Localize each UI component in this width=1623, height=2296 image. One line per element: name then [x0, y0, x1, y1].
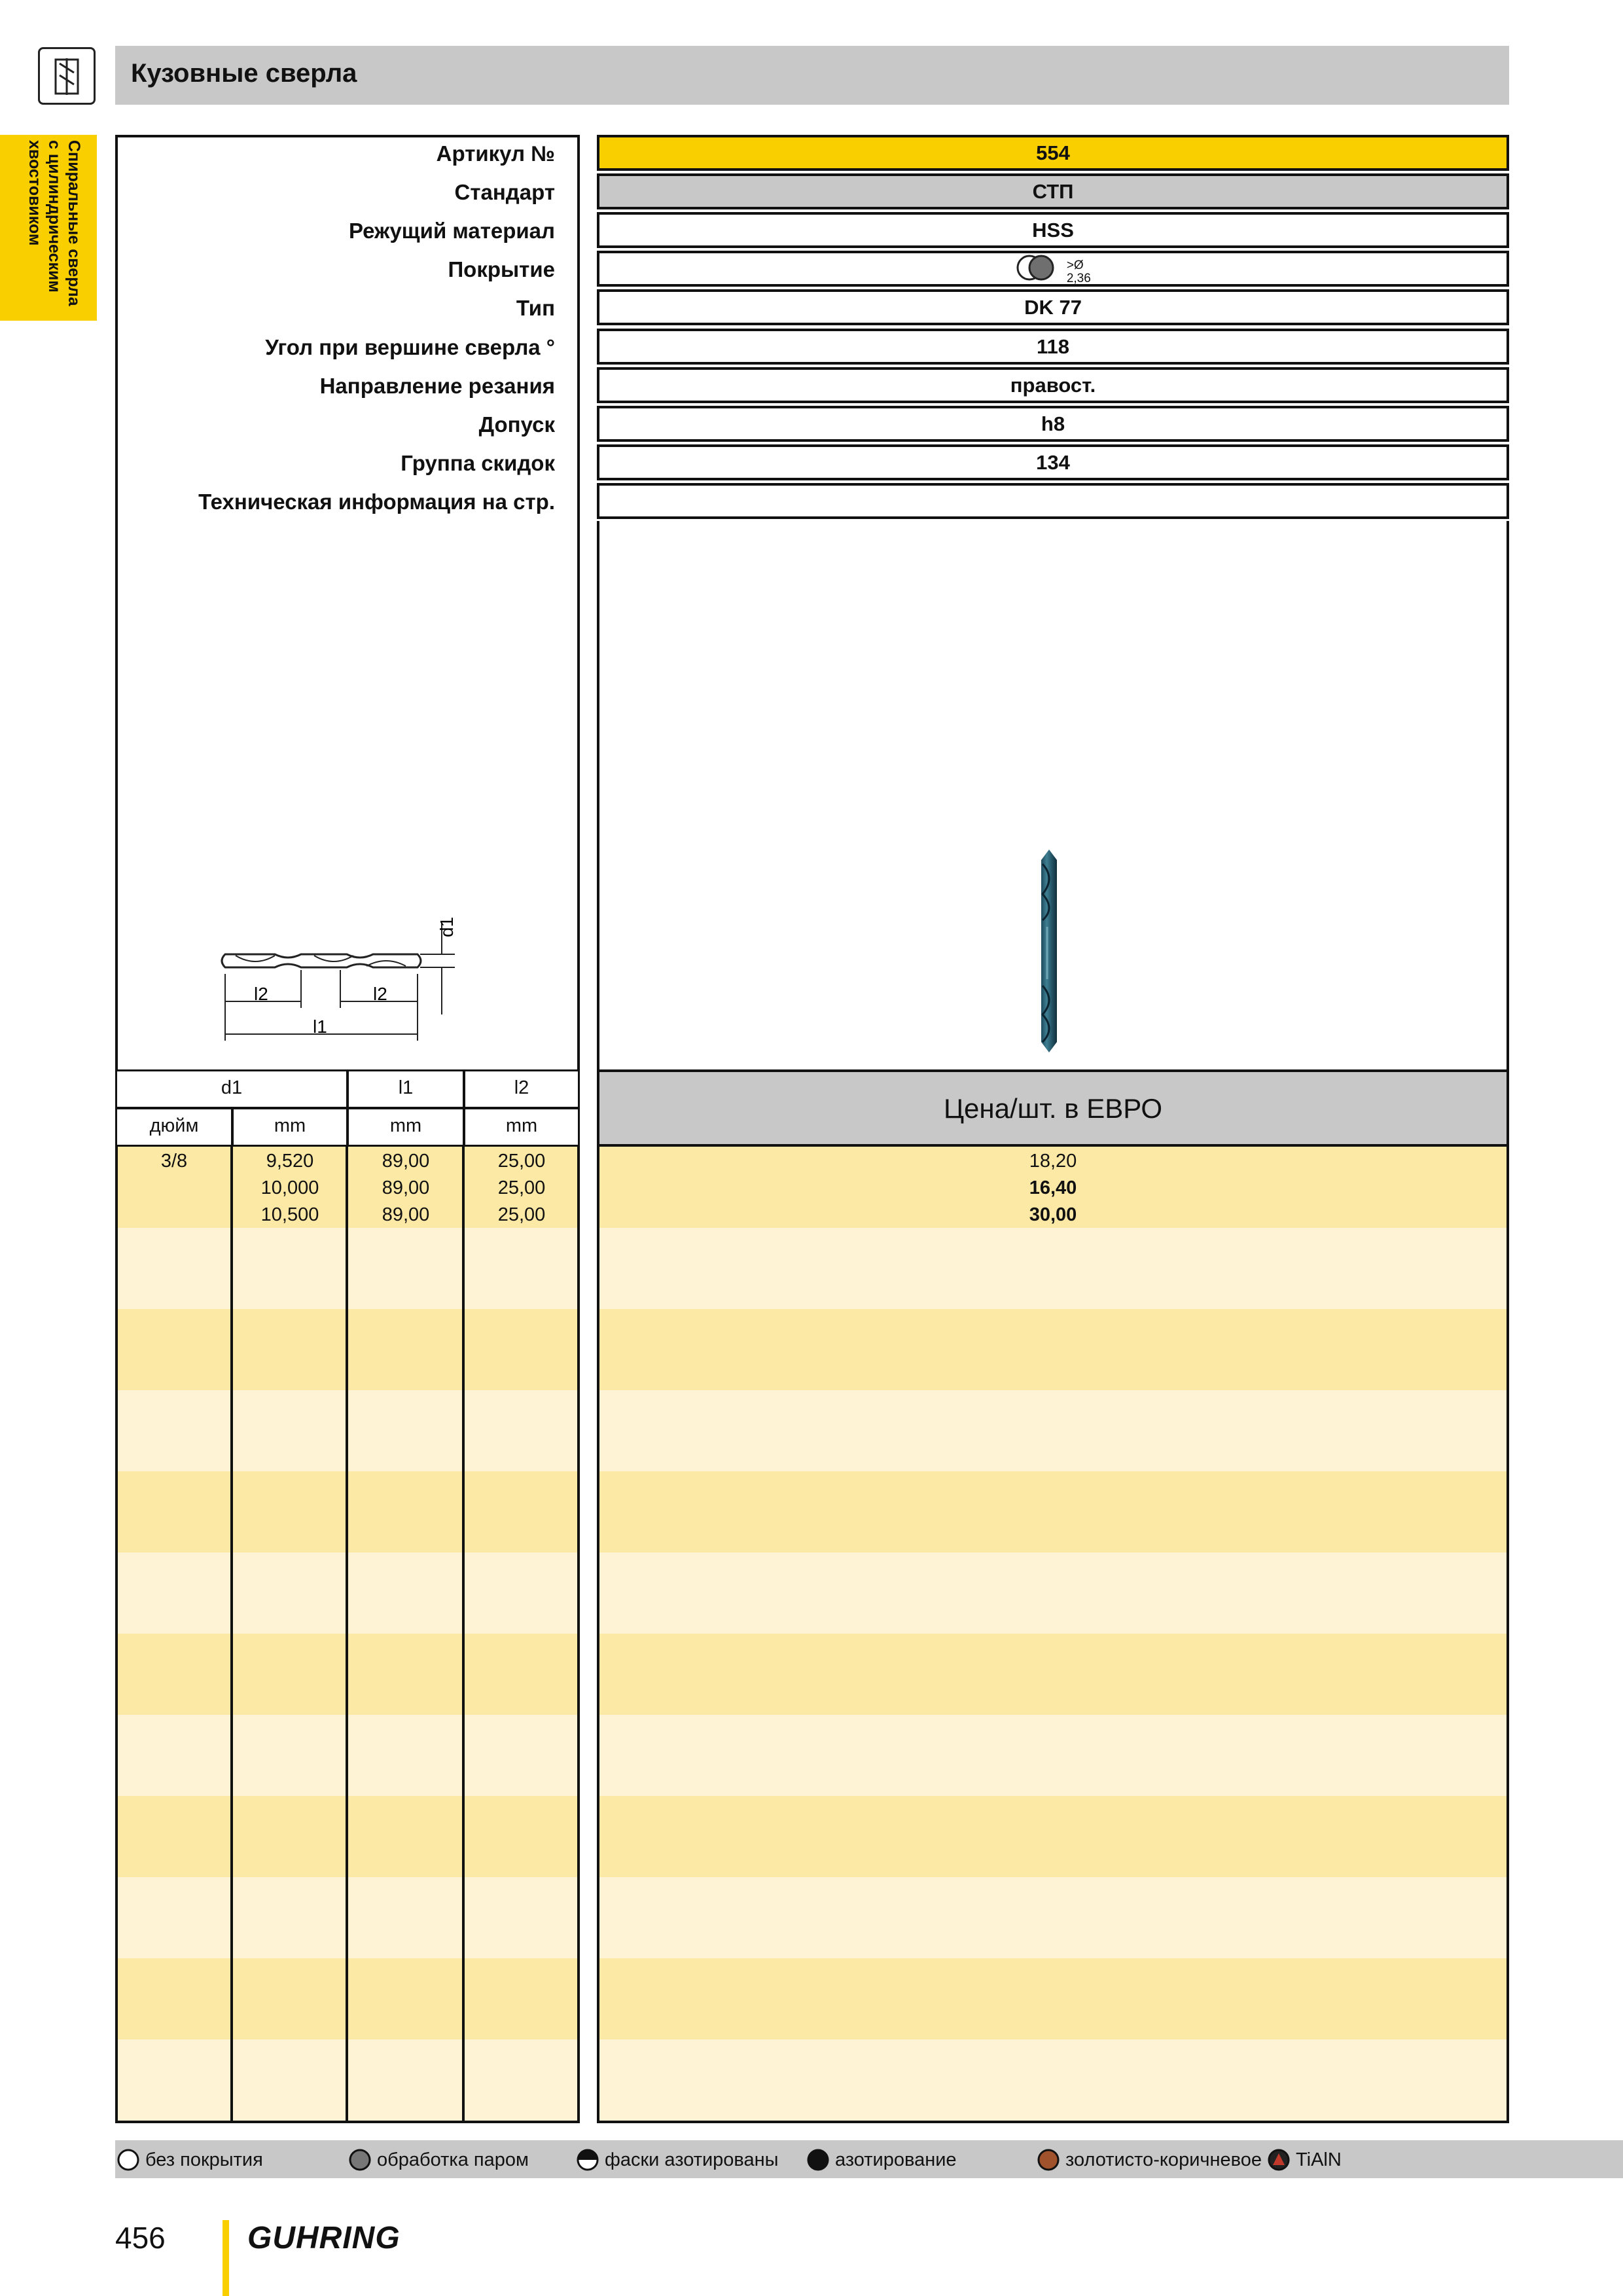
value-type: DK 77: [597, 289, 1509, 325]
page-title: Кузовные сверла: [131, 59, 357, 88]
legend-label: обработка паром: [377, 2149, 529, 2170]
gold-brown-icon: [1037, 2148, 1060, 2172]
col-head-mm-l1: mm: [347, 1107, 465, 1147]
column-divider: [462, 1147, 465, 2122]
cell-price: 16,40: [1029, 1177, 1077, 1198]
dim-l1: l1: [313, 1016, 327, 1037]
legend-item: [116, 2145, 263, 2174]
legend-label: TiAlN: [1296, 2149, 1342, 2170]
cell-l1: 89,00: [382, 1204, 430, 1225]
col-head-l2: l2: [463, 1069, 580, 1109]
drill-product-image: [1033, 848, 1065, 1054]
label-article: Артикул №: [436, 141, 555, 166]
label-tolerance: Допуск: [478, 412, 555, 437]
column-divider: [230, 1147, 233, 2122]
col-head-mm-d1: mm: [232, 1107, 348, 1147]
side-tab-label: [0, 135, 97, 321]
label-coating: Покрытие: [448, 257, 555, 281]
tialn-icon: [1267, 2148, 1291, 2172]
legend-item: [806, 2145, 957, 2174]
steam-treated-icon: [348, 2148, 372, 2172]
label-type: Тип: [516, 296, 555, 320]
label-discount: Группа скидок: [401, 451, 555, 475]
cell-price: 30,00: [1029, 1204, 1077, 1225]
cell-l1: 89,00: [382, 1177, 430, 1198]
legend-item: [1267, 2145, 1342, 2174]
dim-l2-left: l2: [254, 984, 268, 1004]
value-coating: [597, 251, 1509, 287]
nitrided-chamfers-icon: [576, 2148, 599, 2172]
legend-label: золотисто-коричневое: [1065, 2149, 1262, 2170]
value-standard: СТП: [597, 173, 1509, 209]
uncoated-icon: [116, 2148, 140, 2172]
legend-item: [348, 2145, 529, 2174]
cell-l2: 25,00: [497, 1177, 546, 1198]
legend-item: [1037, 2145, 1262, 2174]
nitrided-icon: [806, 2148, 830, 2172]
brand-logo: GUHRING: [247, 2221, 401, 2255]
legend-label: фаски азотированы: [605, 2149, 779, 2170]
label-material: Режущий материал: [348, 219, 555, 243]
value-direction: правост.: [597, 367, 1509, 403]
cell-inch: 3/8: [160, 1151, 188, 1172]
label-angle: Угол при вершине сверла °: [265, 335, 555, 359]
value-techinfo[interactable]: [597, 483, 1509, 519]
dim-l2-right: l2: [373, 984, 387, 1004]
legend-label: азотирование: [835, 2149, 957, 2170]
legend-label: без покрытия: [145, 2149, 263, 2170]
dim-d1: d1: [437, 916, 457, 937]
cell-l1: 89,00: [382, 1151, 430, 1172]
value-tolerance: h8: [597, 406, 1509, 442]
label-direction: Направление резания: [319, 374, 555, 398]
cell-l2: 25,00: [497, 1204, 546, 1225]
cell-price: 18,20: [1029, 1151, 1077, 1172]
footer-divider: [223, 2220, 229, 2296]
column-divider: [346, 1147, 348, 2122]
coating-note: >Ø: [1066, 258, 1084, 272]
label-techinfo: Техническая информация на стр.: [198, 490, 555, 514]
coating-circles-icon: [1015, 253, 1061, 291]
coating-size: 2,36: [1066, 271, 1091, 285]
legend-item: [576, 2145, 779, 2174]
col-head-mm-l2: mm: [463, 1107, 580, 1147]
value-article: 554: [597, 135, 1509, 171]
col-head-l1: l1: [347, 1069, 465, 1109]
side-tab-line: с цилиндрическим: [45, 140, 63, 293]
label-standard: Стандарт: [454, 180, 555, 204]
cell-d1: 10,500: [260, 1204, 319, 1225]
value-discount: 134: [597, 444, 1509, 480]
cell-d1: 10,000: [260, 1177, 319, 1198]
drill-dimension-diagram: [209, 910, 484, 1060]
drill-logo-icon: [38, 47, 96, 105]
side-tab-line: Спиральные сверла: [65, 140, 83, 306]
cell-l2: 25,00: [497, 1151, 546, 1172]
price-header-label: Цена/шт. в ЕВРО: [943, 1093, 1163, 1124]
col-head-inch: дюйм: [115, 1107, 233, 1147]
page-number: 456: [115, 2221, 166, 2255]
value-angle: 118: [597, 329, 1509, 365]
col-head-d1: d1: [115, 1069, 348, 1109]
price-data-column: [597, 1147, 1509, 2123]
side-tab-line: хвостовиком: [26, 140, 44, 246]
value-material: HSS: [597, 212, 1509, 248]
cell-d1: 9,520: [266, 1151, 314, 1172]
